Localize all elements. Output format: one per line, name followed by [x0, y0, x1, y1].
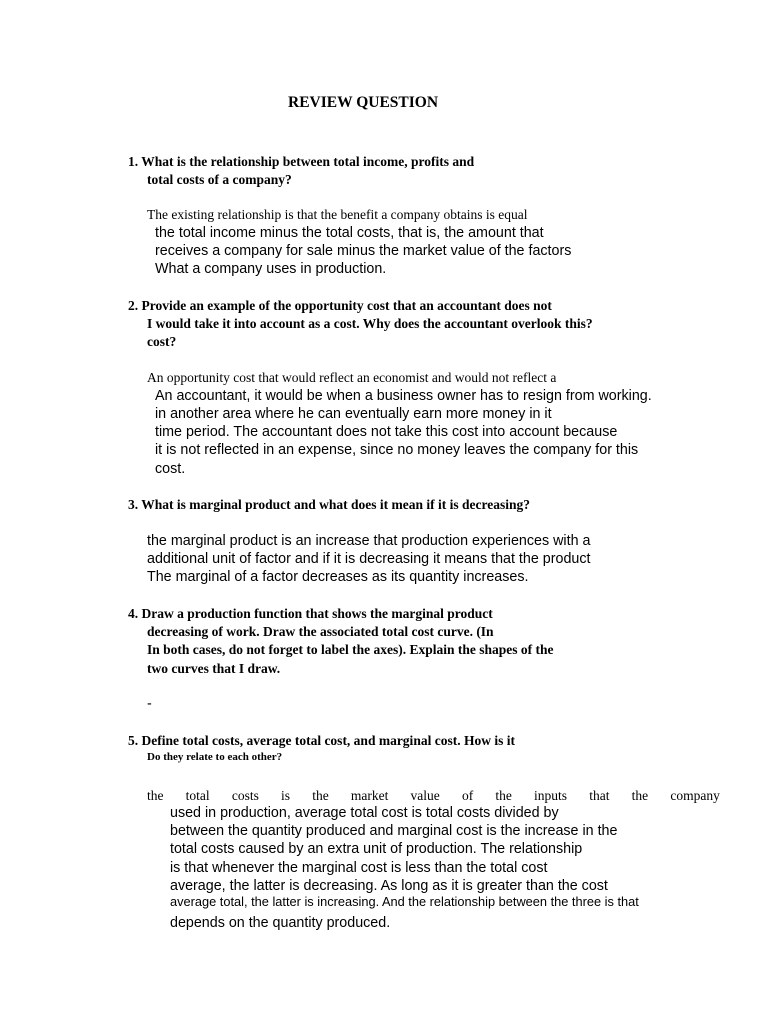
answer-5-word: the — [495, 788, 512, 803]
answer-2-line-5: it is not reflected in an expense, since no money leaves the company for this — [155, 442, 639, 458]
answer-5-word: inputs — [534, 788, 568, 803]
question-5-line-1: 5. Define total costs, average total cost, and marginal cost. How is it — [128, 733, 515, 748]
answer-5-line-2: used in production, average total cost is total costs divided by — [170, 805, 559, 821]
answer-3-line-3: The marginal of a factor decreases as its quantity increases. — [147, 569, 529, 585]
answer-5-word: costs — [231, 788, 259, 803]
answer-5-word: is — [281, 788, 291, 803]
question-1-line-1: 1. What is the relationship between total income, profits and — [128, 154, 475, 169]
answer-2-line-2: An accountant, it would be when a business owner has to resign from working. — [155, 388, 652, 404]
answer-2-line-6: cost. — [155, 461, 186, 477]
answer-5-word: total — [185, 788, 210, 803]
answer-4-dash: - — [147, 696, 152, 712]
answer-5-word: company — [670, 788, 720, 803]
page-title: REVIEW QUESTION — [288, 94, 439, 111]
answer-1-line-1: The existing relationship is that the benefit a company obtains is equal — [147, 207, 528, 222]
question-1-line-2: total costs of a company? — [147, 172, 292, 187]
answer-2-line-1: An opportunity cost that would reflect an economist and would not reflect a — [147, 370, 557, 385]
answer-5-word: market — [350, 788, 389, 803]
answer-1-line-3: receives a company for sale minus the market value of the factors — [155, 243, 572, 259]
answer-5-line-4: total costs caused by an extra unit of production. The relationship — [170, 841, 583, 857]
answer-5-line-1 — [147, 789, 720, 803]
question-4-line-4: two curves that I draw. — [147, 661, 281, 676]
answer-1-line-4: What a company uses in production. — [155, 261, 387, 277]
answer-5-line-7: average total, the latter is increasing. And the relationship between the three is that — [170, 894, 639, 909]
question-4-line-1: 4. Draw a production function that shows the marginal product — [128, 606, 493, 621]
question-2-line-3: cost? — [147, 334, 177, 349]
answer-5-word: the — [631, 788, 649, 803]
answer-3-line-2: additional unit of factor and if it is decreasing it means that the product — [147, 551, 591, 567]
answer-5-word: of — [461, 788, 474, 803]
answer-2-line-4: time period. The accountant does not take this cost into account because — [155, 424, 618, 440]
question-5-line-2: Do they relate to each other? — [147, 751, 283, 763]
answer-5-word: the — [312, 788, 329, 803]
question-2-line-1: 2. Provide an example of the opportunity cost that an accountant does not — [128, 298, 552, 313]
answer-5-word: that — [589, 788, 610, 803]
answer-3-line-1: the marginal product is an increase that production experiences with a — [147, 533, 591, 549]
answer-5-line-5: is that whenever the marginal cost is less than the total cost — [170, 860, 548, 876]
answer-5-line-3: between the quantity produced and marginal cost is the increase in the — [170, 823, 618, 839]
answer-2-line-3: in another area where he can eventually earn more money in it — [155, 406, 552, 422]
answer-1-line-2: the total income minus the total costs, that is, the amount that — [155, 225, 544, 241]
answer-5-line-6: average, the latter is decreasing. As long as it is greater than the cost — [170, 878, 608, 894]
question-3-line-1: 3. What is marginal product and what does it mean if it is decreasing? — [128, 497, 531, 512]
answer-5-line-8: depends on the quantity produced. — [170, 915, 391, 931]
answer-5-word: the — [147, 788, 164, 803]
question-2-line-2: I would take it into account as a cost. Why does the accountant overlook this? — [147, 316, 593, 331]
question-4-line-2: decreasing of work. Draw the associated total cost curve. (In — [147, 624, 494, 639]
question-4-line-3: In both cases, do not forget to label the axes). Explain the shapes of the — [147, 642, 554, 657]
answer-5-word: value — [410, 788, 440, 803]
